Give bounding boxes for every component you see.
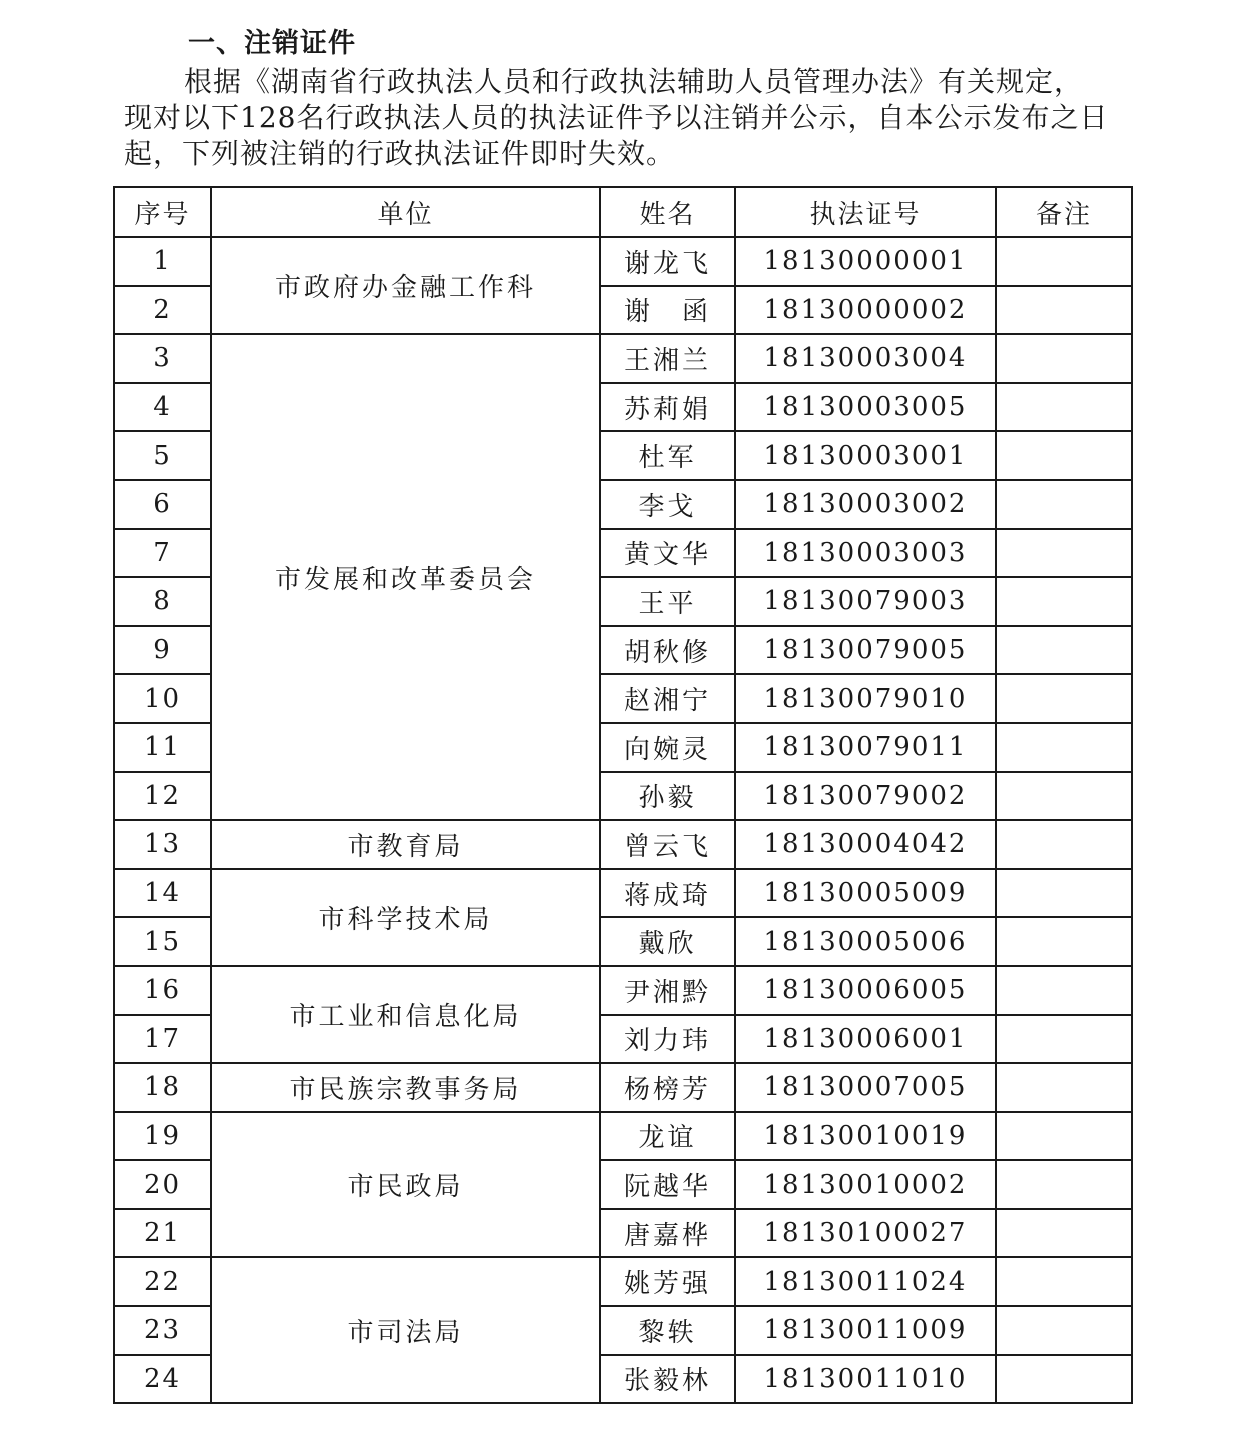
row-index: 13 (114, 820, 211, 869)
remark-cell (996, 1112, 1132, 1161)
certificate-number: 18130079010 (735, 674, 996, 723)
row-index: 2 (114, 286, 211, 335)
person-name: 向婉灵 (600, 723, 735, 772)
person-name: 王平 (600, 577, 735, 626)
revoked-certificates-table (113, 186, 1133, 1404)
certificate-number: 18130079002 (735, 772, 996, 821)
certificate-number: 18130003001 (735, 431, 996, 480)
header-remark: 备注 (996, 187, 1132, 237)
header-cert-no: 执法证号 (735, 187, 996, 237)
row-index: 8 (114, 577, 211, 626)
person-name: 唐嘉桦 (600, 1209, 735, 1258)
person-name: 胡秋修 (600, 626, 735, 675)
row-index: 19 (114, 1112, 211, 1161)
row-index: 10 (114, 674, 211, 723)
remark-cell (996, 1209, 1132, 1258)
remark-cell (996, 1015, 1132, 1064)
row-index: 17 (114, 1015, 211, 1064)
remark-cell (996, 237, 1132, 286)
person-name: 杨榜芳 (600, 1063, 735, 1112)
remark-cell (996, 383, 1132, 432)
table-row (114, 1112, 1132, 1161)
remark-cell (996, 480, 1132, 529)
remark-cell (996, 772, 1132, 821)
certificate-number: 18130079003 (735, 577, 996, 626)
certificate-number: 18130006005 (735, 966, 996, 1015)
remark-cell (996, 286, 1132, 335)
certificate-number: 18130010002 (735, 1160, 996, 1209)
unit-cell: 市教育局 (211, 820, 600, 869)
person-name: 苏莉娟 (600, 383, 735, 432)
person-name: 孙毅 (600, 772, 735, 821)
intro-paragraph (124, 64, 1134, 172)
remark-cell (996, 431, 1132, 480)
certificate-number: 18130003005 (735, 383, 996, 432)
row-index: 23 (114, 1306, 211, 1355)
row-index: 18 (114, 1063, 211, 1112)
certificate-number: 18130007005 (735, 1063, 996, 1112)
person-name: 刘力玮 (600, 1015, 735, 1064)
person-name: 尹湘黔 (600, 966, 735, 1015)
header-index: 序号 (114, 187, 211, 237)
row-index: 11 (114, 723, 211, 772)
remark-cell (996, 529, 1132, 578)
row-index: 20 (114, 1160, 211, 1209)
row-index: 3 (114, 334, 211, 383)
certificate-number: 18130079005 (735, 626, 996, 675)
remark-cell (996, 1306, 1132, 1355)
unit-cell: 市工业和信息化局 (211, 966, 600, 1063)
certificate-number: 18130003002 (735, 480, 996, 529)
person-name: 张毅林 (600, 1355, 735, 1404)
person-name: 戴欣 (600, 917, 735, 966)
remark-cell (996, 1355, 1132, 1404)
header-unit: 单位 (211, 187, 600, 237)
certificate-number: 18130010019 (735, 1112, 996, 1161)
remark-cell (996, 577, 1132, 626)
remark-cell (996, 626, 1132, 675)
row-index: 9 (114, 626, 211, 675)
person-name: 龙谊 (600, 1112, 735, 1161)
paragraph-line: 根据《湖南省行政执法人员和行政执法辅助人员管理办法》有关规定， (184, 65, 1084, 98)
unit-cell: 市司法局 (211, 1257, 600, 1403)
row-index: 14 (114, 869, 211, 918)
person-name: 杜军 (600, 431, 735, 480)
person-name: 李戈 (600, 480, 735, 529)
certificate-number: 18130005009 (735, 869, 996, 918)
unit-cell: 市政府办金融工作科 (211, 237, 600, 334)
unit-cell: 市科学技术局 (211, 869, 600, 966)
remark-cell (996, 1257, 1132, 1306)
remark-cell (996, 1063, 1132, 1112)
person-name: 姚芳强 (600, 1257, 735, 1306)
certificate-number: 18130011010 (735, 1355, 996, 1404)
remark-cell (996, 723, 1132, 772)
row-index: 5 (114, 431, 211, 480)
certificate-number: 18130000002 (735, 286, 996, 335)
person-name: 蒋成琦 (600, 869, 735, 918)
row-index: 16 (114, 966, 211, 1015)
row-index: 7 (114, 529, 211, 578)
unit-cell: 市发展和改革委员会 (211, 334, 600, 820)
certificate-number: 18130079011 (735, 723, 996, 772)
table-row (114, 334, 1132, 383)
certificate-number: 18130011024 (735, 1257, 996, 1306)
unit-cell: 市民政局 (211, 1112, 600, 1258)
certificate-number: 18130003003 (735, 529, 996, 578)
paragraph-line: 现对以下128名行政执法人员的执法证件予以注销并公示，自本公示发布之日 (124, 101, 1109, 134)
table-row (114, 1257, 1132, 1306)
person-name: 黎轶 (600, 1306, 735, 1355)
remark-cell (996, 820, 1132, 869)
table-body (114, 237, 1132, 1403)
paragraph-line: 起，下列被注销的行政执法证件即时失效。 (124, 137, 676, 170)
remark-cell (996, 869, 1132, 918)
table-header-row (114, 187, 1132, 237)
row-index: 12 (114, 772, 211, 821)
person-name: 王湘兰 (600, 334, 735, 383)
row-index: 21 (114, 1209, 211, 1258)
table-row (114, 237, 1132, 286)
table-row (114, 966, 1132, 1015)
remark-cell (996, 334, 1132, 383)
person-name: 赵湘宁 (600, 674, 735, 723)
person-name: 谢 函 (600, 286, 735, 335)
certificate-number: 18130006001 (735, 1015, 996, 1064)
row-index: 4 (114, 383, 211, 432)
unit-cell: 市民族宗教事务局 (211, 1063, 600, 1112)
person-name: 谢龙飞 (600, 237, 735, 286)
table-row (114, 869, 1132, 918)
row-index: 6 (114, 480, 211, 529)
row-index: 24 (114, 1355, 211, 1404)
certificate-number: 18130011009 (735, 1306, 996, 1355)
person-name: 阮越华 (600, 1160, 735, 1209)
table-row (114, 1063, 1132, 1112)
table-row (114, 820, 1132, 869)
certificate-number: 18130000001 (735, 237, 996, 286)
certificate-number: 18130005006 (735, 917, 996, 966)
header-name: 姓名 (600, 187, 735, 237)
remark-cell (996, 1160, 1132, 1209)
row-index: 15 (114, 917, 211, 966)
remark-cell (996, 674, 1132, 723)
remark-cell (996, 917, 1132, 966)
certificate-number: 18130003004 (735, 334, 996, 383)
person-name: 黄文华 (600, 529, 735, 578)
remark-cell (996, 966, 1132, 1015)
section-heading: 一、注销证件 (188, 28, 356, 59)
certificate-number: 18130100027 (735, 1209, 996, 1258)
certificate-number: 18130004042 (735, 820, 996, 869)
row-index: 1 (114, 237, 211, 286)
row-index: 22 (114, 1257, 211, 1306)
person-name: 曾云飞 (600, 820, 735, 869)
